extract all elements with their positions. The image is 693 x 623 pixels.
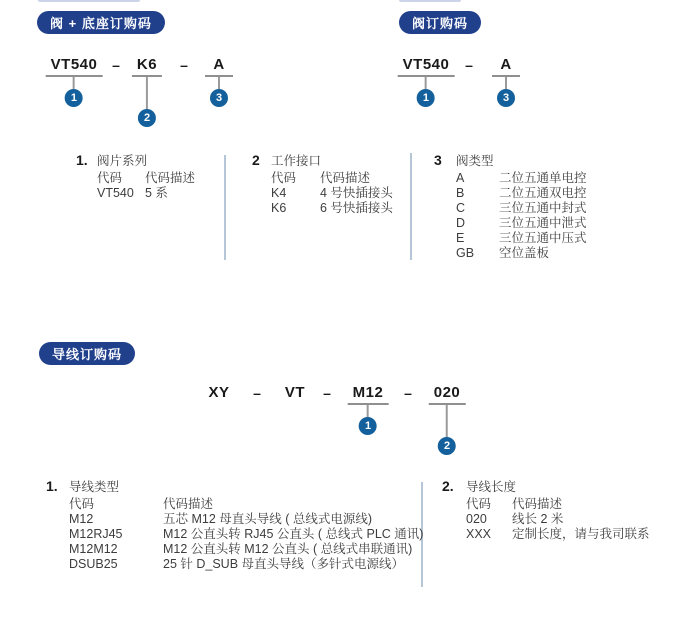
- vertical-divider: [410, 153, 412, 260]
- legend-row: [466, 497, 650, 512]
- code-text: A: [500, 56, 512, 73]
- description-cell: 五芯 M12 母直头导线 ( 总线式电源线): [163, 512, 373, 526]
- legend-row: [97, 171, 195, 186]
- code-segment-m12: [353, 385, 384, 435]
- connector-line: [367, 405, 369, 417]
- description-cell: 定制长度，请与我司联系: [512, 527, 650, 541]
- code-cell: VT540: [97, 186, 134, 200]
- vertical-divider: [224, 155, 226, 260]
- legend-rows: [456, 171, 587, 261]
- description-cell: M12 公直头转 M12 公直头 ( 总线式串联通讯): [163, 542, 413, 556]
- code-segment-vt540: [51, 57, 98, 107]
- connector-line: [146, 77, 148, 109]
- dash-separator: –: [404, 385, 412, 401]
- connector-line: [218, 77, 220, 89]
- dash-separator: –: [465, 57, 473, 73]
- dash-separator: –: [253, 385, 261, 401]
- cutoff-badge-remnant-left: [38, 0, 140, 2]
- connector-line: [73, 77, 75, 89]
- legend-row: [97, 186, 195, 201]
- description-cell: 4 号快插接头: [320, 186, 393, 200]
- code-text: K6: [136, 56, 158, 73]
- legend-valve-series: [76, 152, 195, 201]
- legend-title: 导线类型: [69, 480, 120, 494]
- dash-separator: –: [323, 385, 331, 401]
- legend-rows: [271, 171, 393, 216]
- legend-row: [69, 542, 423, 557]
- legend-header: [434, 152, 587, 169]
- code-cell: A: [456, 171, 465, 185]
- legend-row: [456, 201, 587, 216]
- code-segment-020: [434, 385, 461, 455]
- legend-number: 1.: [76, 152, 88, 168]
- code-cell: XXX: [466, 527, 492, 541]
- marker-circle-3: 3: [497, 89, 515, 107]
- description-cell: 空位盖板: [499, 246, 550, 260]
- code-cell: 020: [466, 512, 487, 526]
- marker-circle-1: 1: [65, 89, 83, 107]
- code-cell: DSUB25: [69, 557, 118, 571]
- description-cell: 代码描述: [163, 497, 214, 511]
- badge-label: 阀订购码: [412, 16, 469, 31]
- connector-line: [446, 405, 448, 437]
- legend-row: [466, 512, 650, 527]
- marker-circle-1: 1: [359, 417, 377, 435]
- code-segment-vt540: [403, 57, 450, 107]
- code-cell: M12M12: [69, 542, 118, 556]
- legend-row: [69, 497, 423, 512]
- legend-rows: [69, 497, 423, 572]
- legend-row: [456, 186, 587, 201]
- marker-circle-1: 1: [417, 89, 435, 107]
- legend-number: 3: [434, 152, 442, 168]
- code-text: XY: [208, 384, 230, 401]
- code-cell: C: [456, 201, 466, 215]
- marker-circle-2: 2: [138, 109, 156, 127]
- code-cell: K4: [271, 186, 287, 200]
- code-text: 020: [433, 384, 461, 401]
- code-segment-vt: [285, 385, 305, 401]
- legend-row: [69, 557, 423, 572]
- legend-header: [442, 478, 650, 495]
- description-cell: 25 针 D_SUB 母直头导线（多针式电源线）: [163, 557, 405, 571]
- code-text: VT: [284, 384, 306, 401]
- legend-row: [456, 216, 587, 231]
- legend-number: 2.: [442, 478, 454, 494]
- legend-work-port: [252, 152, 393, 216]
- code-cell: E: [456, 231, 465, 245]
- legend-row: [456, 246, 587, 261]
- description-cell: 三位五通中泄式: [499, 216, 587, 230]
- code-cell: M12RJ45: [69, 527, 123, 541]
- marker-circle-3: 3: [210, 89, 228, 107]
- code-cell: GB: [456, 246, 475, 260]
- legend-wire-type: [46, 478, 423, 572]
- connector-line: [505, 77, 507, 89]
- code-cell: M12: [69, 512, 94, 526]
- code-cell: K6: [271, 201, 287, 215]
- code-segment-xy: [208, 385, 229, 401]
- legend-row: [271, 171, 393, 186]
- description-cell: 三位五通中压式: [499, 231, 587, 245]
- legend-title: 阀片系列: [97, 154, 148, 168]
- code-text: VT540: [402, 56, 450, 73]
- legend-header: [46, 478, 423, 495]
- legend-rows: [97, 171, 195, 201]
- dash-separator: –: [180, 57, 188, 73]
- description-cell: 6 号快插接头: [320, 201, 393, 215]
- code-segment-a: [497, 57, 515, 107]
- description-cell: 三位五通中封式: [499, 201, 587, 215]
- description-cell: 二位五通双电控: [499, 186, 587, 200]
- code-segment-a: [210, 57, 228, 107]
- cutoff-badge-remnant-right: [399, 0, 461, 2]
- description-cell: 代码描述: [512, 497, 563, 511]
- description-cell: 代码描述: [145, 171, 196, 185]
- code-cell: 代码: [69, 497, 95, 511]
- description-cell: 5 系: [145, 186, 168, 200]
- code-cell: 代码: [466, 497, 492, 511]
- legend-header: [76, 152, 195, 169]
- code-cell: 代码: [97, 171, 123, 185]
- marker-circle-2: 2: [438, 437, 456, 455]
- description-cell: 二位五通单电控: [499, 171, 587, 185]
- code-cell: 代码: [271, 171, 297, 185]
- legend-number: 2: [252, 152, 260, 168]
- description-cell: 线长 2 米: [512, 512, 564, 526]
- legend-row: [271, 201, 393, 216]
- badge-valve-ordering-code: [399, 11, 481, 34]
- description-cell: M12 公直头转 RJ45 公直头 ( 总线式 PLC 通讯): [163, 527, 424, 541]
- code-segment-k6: [137, 57, 157, 127]
- legend-row: [456, 231, 587, 246]
- connector-line: [425, 77, 427, 89]
- legend-wire-length: [442, 478, 650, 542]
- badge-wire-ordering-code: [39, 342, 135, 365]
- description-cell: 代码描述: [320, 171, 371, 185]
- legend-rows: [466, 497, 650, 542]
- code-text: VT540: [50, 56, 98, 73]
- code-text: A: [213, 56, 225, 73]
- legend-title: 工作接口: [271, 154, 322, 168]
- legend-row: [271, 186, 393, 201]
- code-text: M12: [352, 384, 384, 401]
- legend-number: 1.: [46, 478, 58, 494]
- code-cell: D: [456, 216, 466, 230]
- legend-title: 导线长度: [466, 480, 517, 494]
- legend-header: [252, 152, 393, 169]
- legend-row: [69, 527, 423, 542]
- legend-valve-type: [434, 152, 587, 261]
- legend-title: 阀类型: [456, 154, 494, 168]
- legend-row: [69, 512, 423, 527]
- badge-label: 阀 + 底座订购码: [50, 16, 152, 31]
- legend-row: [456, 171, 587, 186]
- dash-separator: –: [112, 57, 120, 73]
- badge-label: 导线订购码: [52, 347, 123, 362]
- code-cell: B: [456, 186, 465, 200]
- legend-row: [466, 527, 650, 542]
- badge-valve-base-ordering-code: [37, 11, 165, 34]
